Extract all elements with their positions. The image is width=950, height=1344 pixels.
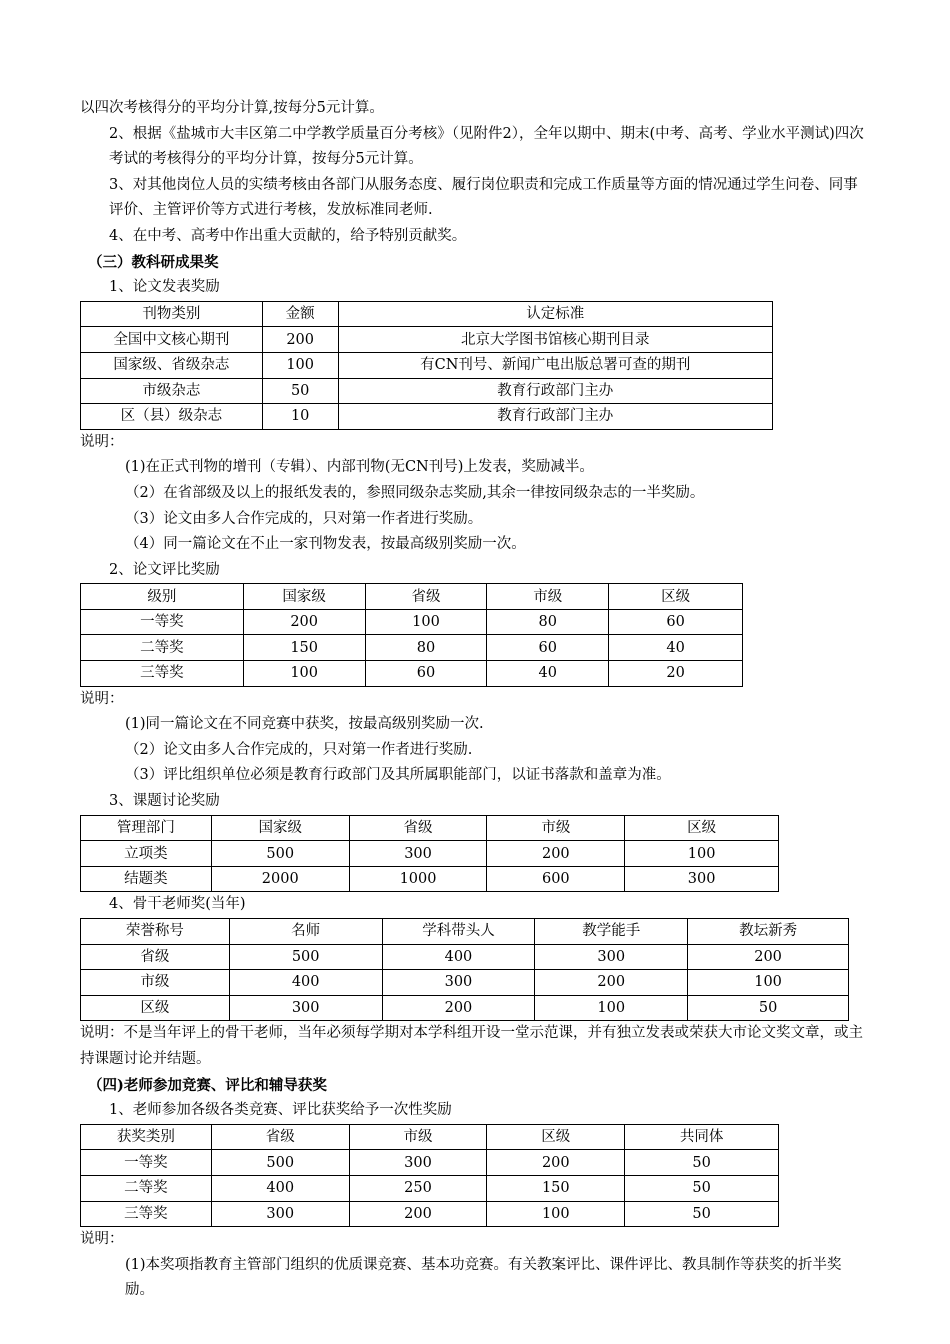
table-header-row [81,815,779,841]
paper-contest-table [80,583,743,686]
table-cell: 200 [688,944,849,970]
table-cell: 区级 [81,995,230,1021]
table-cell: 400 [229,970,382,996]
table-row [81,635,743,661]
table-cell: 250 [349,1175,487,1201]
header-cell: 市级 [487,584,609,610]
table-title: 4、骨干老师奖(当年) [109,896,246,913]
table-cell: 有CN刊号、新闻广电出版总署可查的期刊 [338,352,772,378]
table-cell: 300 [625,866,779,892]
table-cell: 二等奖 [81,1175,212,1201]
header-cell: 区级 [625,815,779,841]
table-cell: 50 [625,1150,779,1176]
table-cell: 80 [487,609,609,635]
table-cell: 二等奖 [81,635,244,661]
paragraph: 2、根据《盐城市大丰区第二中学教学质量百分考核》（见附件2），全年以期中、期末(中考、高考、学业水平测试)四次考试的考核得分的平均分计算，按每分5元计算。 [109,125,864,168]
table-cell: 市级 [81,970,230,996]
table-cell: 300 [535,944,688,970]
table-row [81,841,779,867]
table-cell: 省级 [81,944,230,970]
table-cell: 400 [382,944,535,970]
header-cell: 刊物类别 [81,301,263,327]
table-cell: 50 [625,1201,779,1227]
table-row [81,970,849,996]
paragraph: 以四次考核得分的平均分计算,按每分5元计算。 [80,100,384,116]
table-cell: 50 [625,1175,779,1201]
header-cell: 教学能手 [535,919,688,945]
table-row [81,1201,779,1227]
paper-publication-table [80,301,773,430]
table-cell: 北京大学图书馆核心期刊目录 [338,327,772,353]
table-header-row [81,301,773,327]
note-label: 说明： [80,433,124,450]
header-cell: 教坛新秀 [688,919,849,945]
header-cell: 名师 [229,919,382,945]
header-cell: 获奖类别 [81,1124,212,1150]
header-cell: 荣誉称号 [81,919,230,945]
table-header-row [81,584,743,610]
table-header-row [81,919,849,945]
table-cell: 300 [229,995,382,1021]
paragraph: 4、在中考、高考中作出重大贡献的，给予特别贡献奖。 [109,227,467,244]
note-item: （3）评比组织单位必须是教育行政部门及其所属职能部门，以证书落款和盖章为准。 [125,767,671,784]
note-paragraph: (1)本奖项指教育主管部门组织的优质课竞赛、基本功竞赛。有关教案评比、课件评比、教具制作等获奖的折半奖励。 [125,1256,842,1299]
teacher-competition-table [80,1124,779,1227]
table-cell: 200 [349,1201,487,1227]
table-cell: 300 [349,841,487,867]
table-cell: 三等奖 [81,661,244,687]
table-cell: 100 [625,841,779,867]
table-cell: 40 [487,661,609,687]
table-cell: 100 [487,1201,625,1227]
table-row [81,944,849,970]
note-label: 说明： [80,1231,124,1248]
table-cell: 400 [211,1175,349,1201]
header-cell: 学科带头人 [382,919,535,945]
table-cell: 80 [365,635,487,661]
backbone-teacher-table [80,918,849,1021]
table-cell: 区（县）级杂志 [81,404,263,430]
table-cell: 200 [243,609,365,635]
header-cell: 区级 [487,1124,625,1150]
header-cell: 市级 [349,1124,487,1150]
table-cell: 300 [211,1201,349,1227]
table-cell: 一等奖 [81,1150,212,1176]
section-heading: （三）教科研成果奖 [88,253,219,271]
table-title: 2、论文评比奖励 [109,561,220,578]
table-row [81,995,849,1021]
table-cell: 一等奖 [81,609,244,635]
table-cell: 150 [243,635,365,661]
table-row [81,1150,779,1176]
header-cell: 市级 [487,815,625,841]
table-cell: 100 [262,352,338,378]
table-cell: 600 [487,866,625,892]
note-label: 说明： [80,690,124,707]
document-page [80,96,870,1304]
table-cell: 60 [609,609,743,635]
table-row [81,866,779,892]
section-heading: （四)老师参加竞赛、评比和辅导获奖 [88,1076,327,1094]
note-paragraph: 说明：不是当年评上的骨干老师，当年必须每学期对本学科组开设一堂示范课，并有独立发表或荣获大市论文奖文章，或主持课题讨论并结题。 [80,1025,863,1067]
header-cell: 管理部门 [81,815,212,841]
table-cell: 教育行政部门主办 [338,404,772,430]
table-cell: 20 [609,661,743,687]
table-cell: 200 [382,995,535,1021]
table-cell: 300 [382,970,535,996]
table-cell: 教育行政部门主办 [338,378,772,404]
table-cell: 60 [365,661,487,687]
table-cell: 全国中文核心期刊 [81,327,263,353]
header-cell: 省级 [365,584,487,610]
note-item: （4）同一篇论文在不止一家刊物发表，按最高级别奖励一次。 [125,536,526,553]
note-item: （2）在省部级及以上的报纸发表的，参照同级杂志奖励,其余一律按同级杂志的一半奖励。 [125,484,705,501]
table-row [81,1175,779,1201]
table-row [81,378,773,404]
table-row [81,609,743,635]
table-cell: 500 [211,841,349,867]
table-cell: 100 [243,661,365,687]
header-cell: 金额 [262,301,338,327]
note-item: （3）论文由多人合作完成的，只对第一作者进行奖励。 [125,510,483,527]
note-item: (1)在正式刊物的增刊（专辑）、内部刊物(无CN刊号)上发表，奖励减半。 [125,459,594,476]
table-cell: 500 [229,944,382,970]
table-cell: 100 [535,995,688,1021]
table-cell: 10 [262,404,338,430]
header-cell: 区级 [609,584,743,610]
table-cell: 150 [487,1175,625,1201]
table-row [81,327,773,353]
table-title: 3、课题讨论奖励 [109,793,220,810]
note-item: (1)同一篇论文在不同竞赛中获奖，按最高级别奖励一次. [125,716,484,733]
table-header-row [81,1124,779,1150]
table-cell: 2000 [211,866,349,892]
table-title: 1、论文发表奖励 [109,279,220,296]
table-cell: 1000 [349,866,487,892]
table-cell: 50 [688,995,849,1021]
paragraph: 3、对其他岗位人员的实绩考核由各部门从服务态度、履行岗位职责和完成工作质量等方面的情况通过学生问卷、同事评价、主管评价等方式进行考核，发放标准同老师. [109,176,858,219]
table-title: 1、老师参加各级各类竞赛、评比获奖给予一次性奖励 [109,1102,452,1119]
table-cell: 100 [688,970,849,996]
table-cell: 结题类 [81,866,212,892]
table-row [81,661,743,687]
table-cell: 国家级、省级杂志 [81,352,263,378]
header-cell: 省级 [349,815,487,841]
table-cell: 200 [487,1150,625,1176]
table-cell: 市级杂志 [81,378,263,404]
table-cell: 200 [535,970,688,996]
table-cell: 200 [262,327,338,353]
table-cell: 300 [349,1150,487,1176]
header-cell: 省级 [211,1124,349,1150]
header-cell: 级别 [81,584,244,610]
table-cell: 50 [262,378,338,404]
table-cell: 立项类 [81,841,212,867]
table-row [81,352,773,378]
table-cell: 500 [211,1150,349,1176]
header-cell: 认定标准 [338,301,772,327]
note-item: （2）论文由多人合作完成的，只对第一作者进行奖励. [125,741,473,758]
table-row [81,404,773,430]
table-cell: 60 [487,635,609,661]
table-cell: 200 [487,841,625,867]
research-project-table [80,815,779,893]
table-cell: 100 [365,609,487,635]
header-cell: 共同体 [625,1124,779,1150]
table-cell: 三等奖 [81,1201,212,1227]
header-cell: 国家级 [211,815,349,841]
table-cell: 40 [609,635,743,661]
header-cell: 国家级 [243,584,365,610]
